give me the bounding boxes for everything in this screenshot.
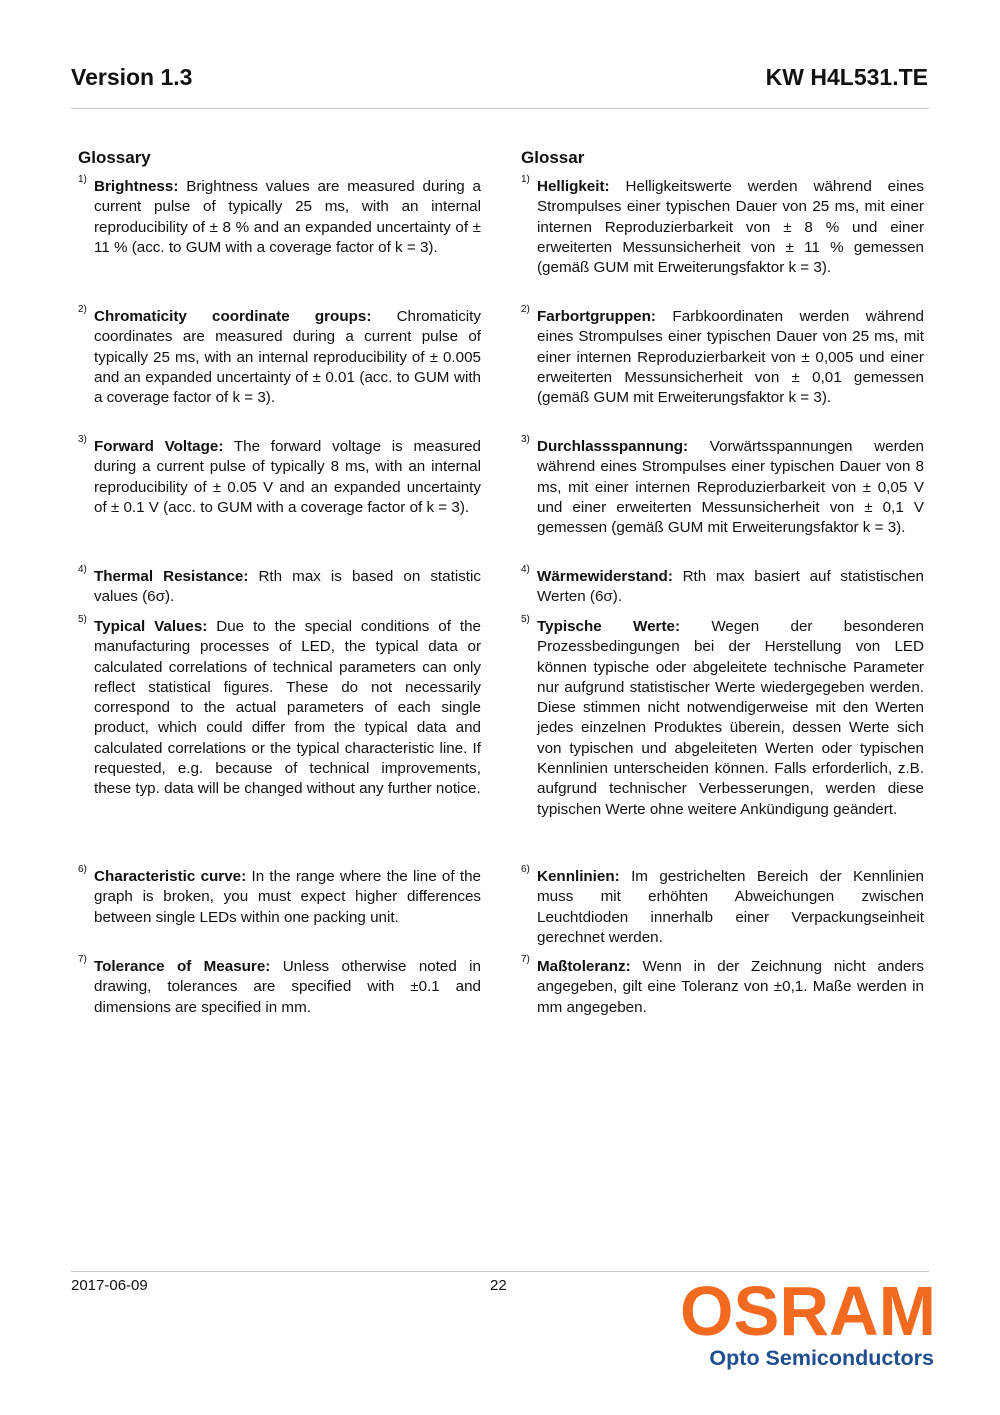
note-term: Kennlinien: bbox=[537, 868, 620, 885]
note-text: Chromaticity coordinates are measured during a current pulse of typically 25 ms, with an internal reproducibility of ± 0.005 and an expanded uncertainty of ± 0.01 (acc. to GUM with a coverage factor of k = 3). bbox=[94, 308, 481, 407]
note-text: Helligkeitswerte werden während eines Strompulses einer typischen Dauer von 25 ms, mit einer internen Reproduzierbarkeit von ± 8 % und einer erweiterten Messunsicherheit von ± 11 % gemessen (gemäß GUM mit Erweiterungsfaktor k = 3). bbox=[537, 178, 924, 277]
note-text: Rth max basiert auf statistischen Werten (6σ). bbox=[537, 568, 924, 606]
note-term: Wärmewiderstand: bbox=[537, 568, 673, 585]
note-number: 3) bbox=[521, 434, 530, 445]
glossar-note bbox=[521, 434, 924, 567]
glossary-note bbox=[78, 954, 481, 1027]
note-term: Typische Werte: bbox=[537, 618, 681, 635]
glossary-note bbox=[78, 614, 481, 867]
page-number: 22 bbox=[490, 1277, 507, 1294]
note-number: 4) bbox=[78, 564, 87, 575]
note-term: Typical Values: bbox=[94, 618, 208, 635]
document-version: Version 1.3 bbox=[71, 64, 193, 90]
glossar-note bbox=[521, 864, 924, 957]
note-number: 6) bbox=[78, 864, 87, 875]
note-number: 1) bbox=[521, 174, 530, 185]
glossary-note bbox=[78, 434, 481, 567]
glossar-note bbox=[521, 304, 924, 437]
header-divider bbox=[71, 108, 929, 109]
publication-date: 2017-06-09 bbox=[71, 1277, 148, 1294]
note-term: Farbortgruppen: bbox=[537, 308, 656, 325]
note-number: 4) bbox=[521, 564, 530, 575]
product-name: KW H4L531.TE bbox=[765, 64, 928, 90]
note-term: Tolerance of Measure: bbox=[94, 958, 271, 975]
glossar-note bbox=[521, 564, 924, 617]
glossary-german-column bbox=[521, 148, 924, 1027]
note-text: Due to the special conditions of the manufacturing processes of LED, the typical data or calculated correlations of technical parameters can only reflect statistical figures. These do not necessarily correspond to the actual parameters of each single product, which could differ from the typical data and calculated correlations or the typical characteristic line. If requested, e.g. because of technical improvements, these typ. data will be changed without any further notice. bbox=[94, 618, 481, 798]
note-text: In the range where the line of the graph is broken, you must expect higher differences between single LEDs within one packing unit. bbox=[94, 868, 481, 926]
note-number: 5) bbox=[521, 614, 530, 625]
note-number: 2) bbox=[521, 304, 530, 315]
note-text: Vorwärtsspannungen werden während eines Strompulses einer typischen Dauer von 8 ms, mit einer internen Reproduzierbarkeit von ± 0,05 V und einer erweiterten Messunsicherheit von ± 0,1 V gemessen (gemäß GUM mit Erweiterungsfaktor k = 3). bbox=[537, 438, 924, 537]
note-term: Thermal Resistance: bbox=[94, 568, 249, 585]
note-number: 1) bbox=[78, 174, 87, 185]
osram-logo-text: OSRAM bbox=[680, 1278, 936, 1338]
glossary-note bbox=[78, 564, 481, 617]
glossary-note bbox=[78, 174, 481, 307]
glossary-note bbox=[78, 304, 481, 437]
note-number: 6) bbox=[521, 864, 530, 875]
note-term: Brightness: bbox=[94, 178, 179, 195]
note-text: Wegen der besonderen Prozessbedingungen bei der Herstellung von LED können typische oder abgeleitete technische Parameter nur aufgrund statistischer Werte wiedergegeben werden. Diese stimmen nicht notwendigerweise mit den Werten jedes einzelnen Produktes überein, dessen Werte sich von typischen und abgeleiteten Werten oder typischen Kennlinien unterscheiden können. Falls erforderlich, z.B. aufgrund technischer Verbesserungen, werden diese typischen Werte ohne weitere Ankündigung geändert. bbox=[537, 618, 924, 818]
note-number: 7) bbox=[78, 954, 87, 965]
note-text: Farbkoordinaten werden während eines Strompulses einer typischen Dauer von 25 ms, mit einer internen Reproduzierbarkeit von ± 0,005 und einer erweiterten Messunsicherheit von ± 0,01 gemessen (gemäß GUM mit Erweiterungsfaktor k = 3). bbox=[537, 308, 924, 407]
glossar-heading: Glossar bbox=[521, 148, 585, 167]
note-term: Maßtoleranz: bbox=[537, 958, 631, 975]
footer-divider bbox=[71, 1271, 929, 1272]
note-term: Forward Voltage: bbox=[94, 438, 224, 455]
note-text: Unless otherwise noted in drawing, tolerances are specified with ±0.1 and dimensions are specified in mm. bbox=[94, 958, 481, 1016]
note-term: Durchlassspannung: bbox=[537, 438, 689, 455]
note-number: 7) bbox=[521, 954, 530, 965]
note-term: Chromaticity coordinate groups: bbox=[94, 308, 372, 325]
logo-subtitle: Opto Semiconductors bbox=[709, 1346, 934, 1370]
note-text: Brightness values are measured during a current pulse of typically 25 ms, with an internal reproducibility of ± 8 % and an expanded uncertainty of ± 11 % (acc. to GUM with a coverage factor of k = 3). bbox=[94, 178, 481, 256]
note-term: Helligkeit: bbox=[537, 178, 610, 195]
note-text: Im gestrichelten Bereich der Kennlinien muss mit erhöhten Abweichungen zwischen Leuchtdioden innerhalb einer Verpackungseinheit gerechnet werden. bbox=[537, 868, 924, 946]
glossary-heading: Glossary bbox=[78, 148, 151, 167]
osram-logo bbox=[678, 1278, 936, 1338]
glossar-note bbox=[521, 614, 924, 867]
note-number: 5) bbox=[78, 614, 87, 625]
note-text: Wenn in der Zeichnung nicht anders angegeben, gilt eine Toleranz von ±0,1. Maße werden in mm angegeben. bbox=[537, 958, 924, 1016]
note-text: Rth max is based on statistic values (6σ). bbox=[94, 568, 481, 606]
glossary-english-column bbox=[78, 148, 481, 1027]
glossar-note bbox=[521, 954, 924, 1027]
glossar-note bbox=[521, 174, 924, 307]
note-text: The forward voltage is measured during a current pulse of typically 8 ms, with an internal reproducibility of ± 0.05 V and an expanded uncertainty of ± 0.1 V (acc. to GUM with a coverage factor of k = 3). bbox=[94, 438, 481, 516]
note-term: Characteristic curve: bbox=[94, 868, 247, 885]
note-number: 2) bbox=[78, 304, 87, 315]
note-number: 3) bbox=[78, 434, 87, 445]
glossary-note bbox=[78, 864, 481, 957]
